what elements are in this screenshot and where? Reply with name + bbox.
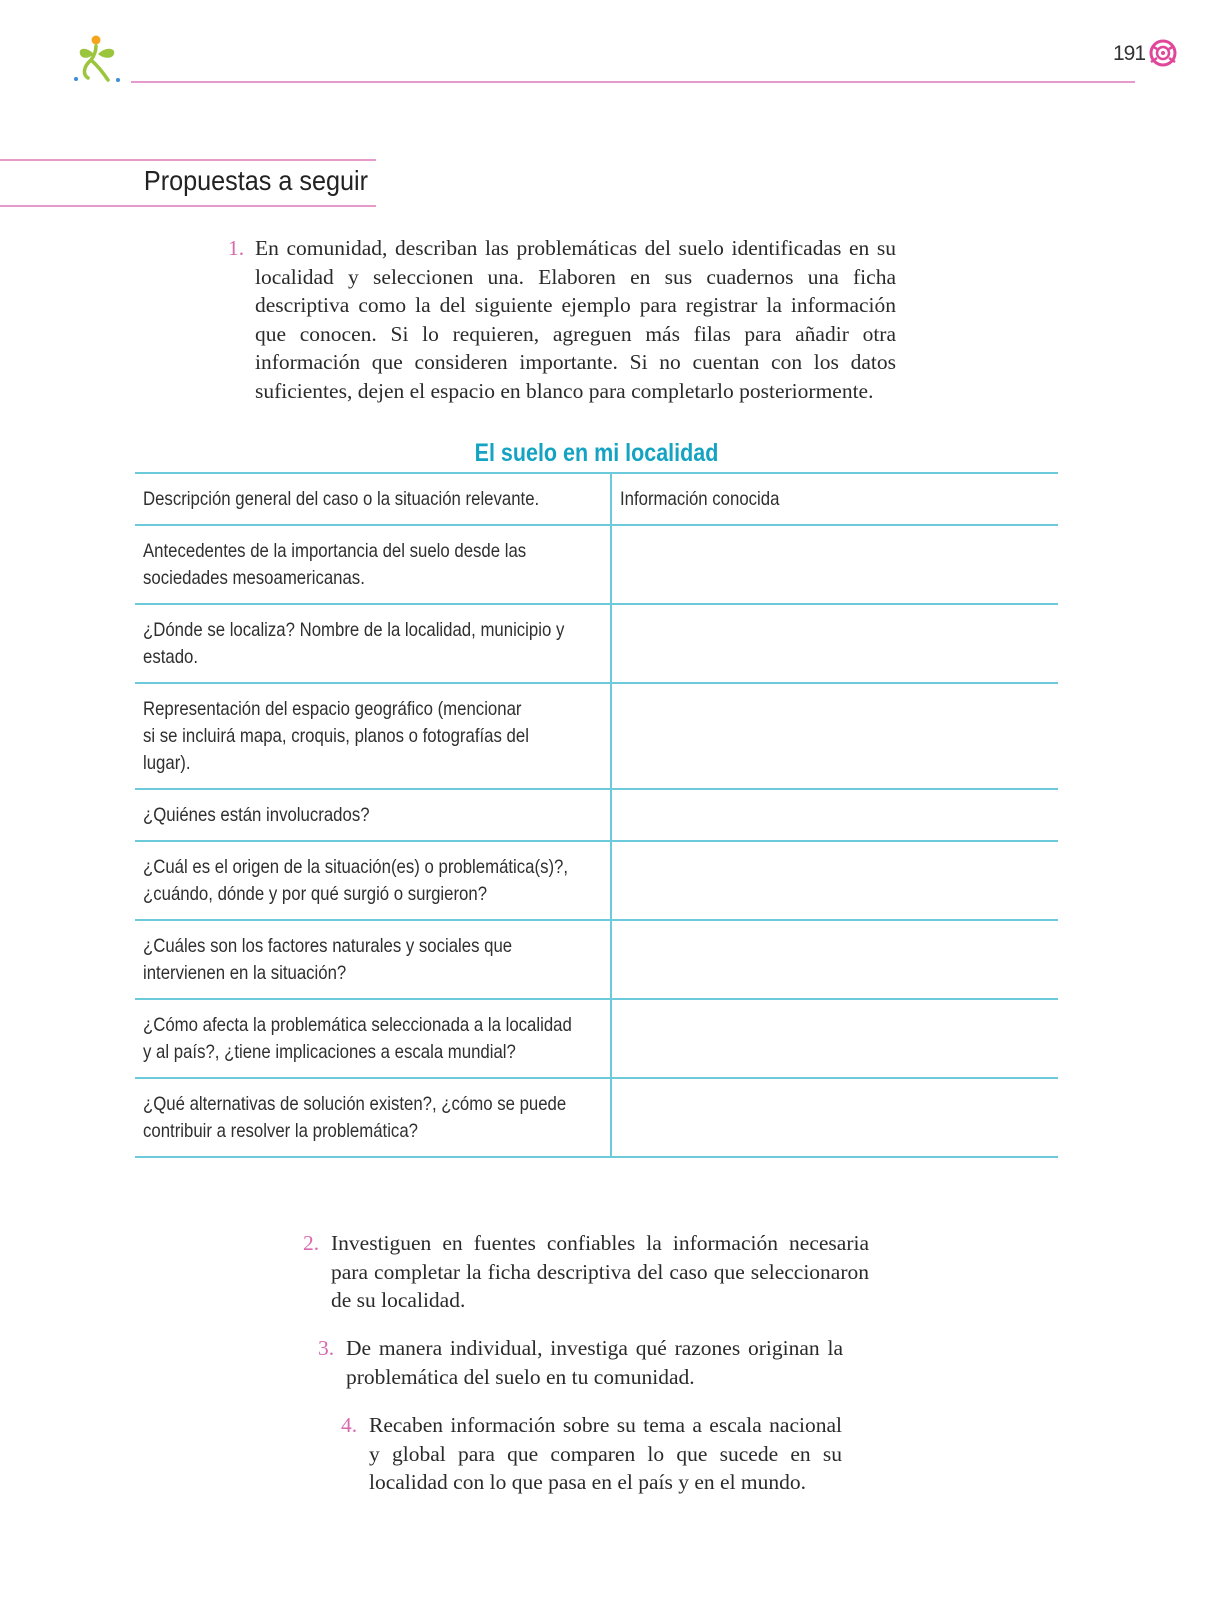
table-cell-value xyxy=(611,525,1058,604)
item-number: 3. xyxy=(318,1336,335,1360)
table-cell-value: Información conocida xyxy=(611,473,1058,525)
table-row xyxy=(135,999,1058,1078)
table-cell-label: ¿Dónde se localiza? Nombre de la localidad, municipio y estado. xyxy=(135,604,611,683)
table-row xyxy=(135,604,1058,683)
item-number: 2. xyxy=(303,1231,320,1255)
table-cell-value xyxy=(611,1078,1058,1157)
table-cell-value xyxy=(611,683,1058,789)
item-text: Investiguen en fuentes confiables la información necesaria para completar la ficha descriptiva del caso que seleccionaron de su localidad. xyxy=(331,1231,869,1312)
table-cell-label: Antecedentes de la importancia del suelo desde las sociedades mesoamericanas. xyxy=(135,525,611,604)
header-rule xyxy=(131,81,1135,83)
table-cell-value xyxy=(611,920,1058,999)
item-number: 4. xyxy=(341,1413,358,1437)
table-cell-value xyxy=(611,999,1058,1078)
table-cell-label: ¿Cuál es el origen de la situación(es) o problemática(s)?, ¿cuándo, dónde y por qué surgió o surgieron? xyxy=(135,841,611,920)
page-number: 191 xyxy=(1113,42,1146,65)
item-text: De manera individual, investiga qué razones originan la problemática del suelo en tu comunidad. xyxy=(346,1336,843,1389)
table-cell-label: ¿Quiénes están involucrados? xyxy=(135,789,611,841)
table-row xyxy=(135,1078,1058,1157)
table-row xyxy=(135,525,1058,604)
section-title: Propuestas a seguir xyxy=(143,165,368,196)
item-text: Recaben información sobre su tema a escala nacional y global para que comparen lo que sucede en su localidad con lo que pasa en el país y en el mundo. xyxy=(369,1413,842,1494)
table-cell-value xyxy=(611,789,1058,841)
section-title-banner xyxy=(0,159,376,207)
table-row xyxy=(135,789,1058,841)
item-text: En comunidad, describan las problemáticas del suelo identificadas en su localidad y seleccionen una. Elaboren en sus cuadernos una ficha descriptiva como la del siguiente ejemplo para registrar la información que conocen. Si lo requieren, agreguen más filas para añadir otra información que consideren importante. Si no cuentan con los datos suficientes, dejen el espacio en blanco para completarlo posteriormente. xyxy=(255,236,896,403)
table-cell-value xyxy=(611,841,1058,920)
table-row xyxy=(135,920,1058,999)
table-cell-label: Descripción general del caso o la situación relevante. xyxy=(135,473,611,525)
table-row xyxy=(135,683,1058,789)
descriptive-sheet-table xyxy=(135,472,1058,1158)
table-cell-label: ¿Qué alternativas de solución existen?, ¿cómo se puede contribuir a resolver la problemática? xyxy=(135,1078,611,1157)
table-row xyxy=(135,841,1058,920)
table-cell-label: Representación del espacio geográfico (mencionar si se incluirá mapa, croquis, planos o fotografías del lugar). xyxy=(135,683,611,789)
table-cell-value xyxy=(611,604,1058,683)
activity-item-2 xyxy=(303,1229,869,1315)
sprout-figure-logo-icon xyxy=(72,34,128,86)
table-cell-label: ¿Cuáles son los factores naturales y sociales que intervienen en la situación? xyxy=(135,920,611,999)
table-row xyxy=(135,473,1058,525)
item-number: 1. xyxy=(228,236,245,260)
pink-glyph-ornament-icon xyxy=(1148,38,1178,68)
activity-item-4 xyxy=(341,1411,842,1497)
activity-item-1 xyxy=(228,234,896,405)
table-title: El suelo en mi localidad xyxy=(474,439,719,467)
table-cell-label: ¿Cómo afecta la problemática seleccionada a la localidad y al país?, ¿tiene implicaciones a escala mundial? xyxy=(135,999,611,1078)
activity-item-3 xyxy=(318,1334,843,1391)
